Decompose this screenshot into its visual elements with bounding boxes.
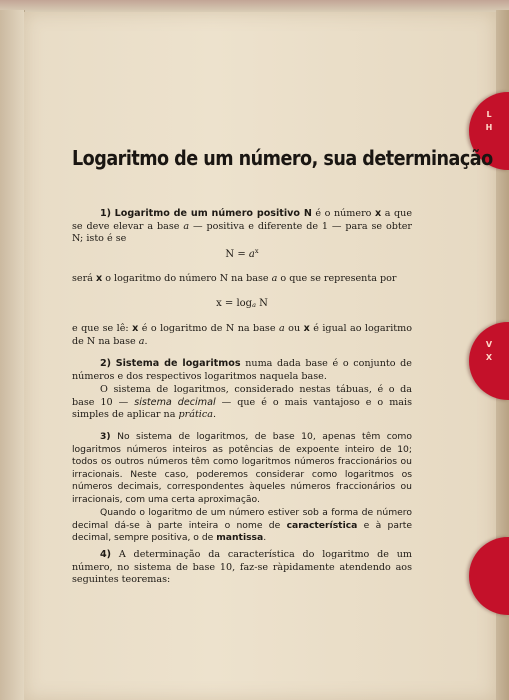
text: é igual ao logaritmo de N na base [72,323,413,347]
paragraph-2b [72,384,412,422]
item-number: 1) [100,208,112,219]
paragraph-4 [72,549,412,587]
item-number: 3) [100,431,111,442]
page-title: Logaritmo de um número, sua determinação [72,146,493,170]
text: . [263,532,267,544]
variable: a [278,323,285,334]
variable: a [183,220,190,232]
text: numa dada base é o conjunto de números e dos respectivos logaritmos naquela base. [72,358,412,382]
term-mantissa: mantissa [216,532,264,544]
variable: x [95,273,103,284]
emphasis: prática [178,409,213,421]
variable: x [303,323,310,334]
text: o que se representa por [277,273,397,284]
variable: a [271,273,278,284]
text: é o logaritmo de N na base [138,323,279,334]
formula-base: a [248,249,255,260]
item-number: 4) [100,549,112,560]
item-heading: Logaritmo de um número positivo N [114,208,312,219]
text: a que se deve elevar a base [72,208,412,232]
text: e à parte decimal, sempre positiva, o de [72,519,412,544]
formula-lhs: N = [225,249,249,260]
term-caracteristica: característica [286,519,358,531]
variable: a [138,335,145,347]
book-page [24,12,496,700]
previous-page-edge [0,10,25,700]
text: o logaritmo do número N na base [102,273,272,284]
text: A determinação da característica do logaritmo de um número, no sistema de base 10, faz-se ràpidamente atendendo aos seguintes teoremas: [72,549,412,586]
index-tab-label: L H [485,110,493,132]
paragraph-3 [72,431,412,507]
text: O sistema de logaritmos, considerado nestas tábuas, é o da base 10 — [72,384,412,408]
text: é o número [311,208,375,219]
paragraph-2 [72,358,412,383]
paragraph-1c [72,323,412,348]
paragraph-1 [72,208,412,246]
item-heading: Sistema de logaritmos [115,358,241,369]
text: — que é o mais vantajoso e o mais simples de aplicar na [72,396,412,421]
cover-edge [0,0,509,12]
formula-rhs: N [255,298,268,309]
formula-lhs: x = log [216,298,253,309]
item-number: 2) [100,358,112,369]
formula-exponential [72,247,412,260]
variable: x [375,208,382,219]
text: Quando o logaritmo de um número estiver sob a forma de número decimal dá-se à parte inteira o nome de [72,507,412,531]
emphasis: sistema decimal [134,396,216,408]
index-tab-label: V X [485,340,493,362]
text: — positiva e diferente de 1 — para se obter N; isto é se [72,220,412,245]
paragraph-3b [72,507,412,545]
formula-logarithm [72,298,412,309]
text: e que se lê: [72,323,133,334]
formula-subscript: a [252,301,256,309]
text: ou [284,323,304,334]
variable: x [132,323,139,334]
text: . [144,335,148,347]
text: No sistema de logaritmos, de base 10, apenas têm como logaritmos números inteiros as potências de expoente inteiro de 10; todos os outros números têm como logaritmos números fraccionários ou irracionais. Neste caso, poderemos considerar como logaritmos os números decimais, correspondentes àqueles números fraccionários ou irracionais, com uma certa aproximação. [72,431,412,505]
formula-exponent: x [254,247,259,255]
paragraph-1b [72,273,412,286]
text: será [72,273,96,284]
text: . [212,409,217,421]
